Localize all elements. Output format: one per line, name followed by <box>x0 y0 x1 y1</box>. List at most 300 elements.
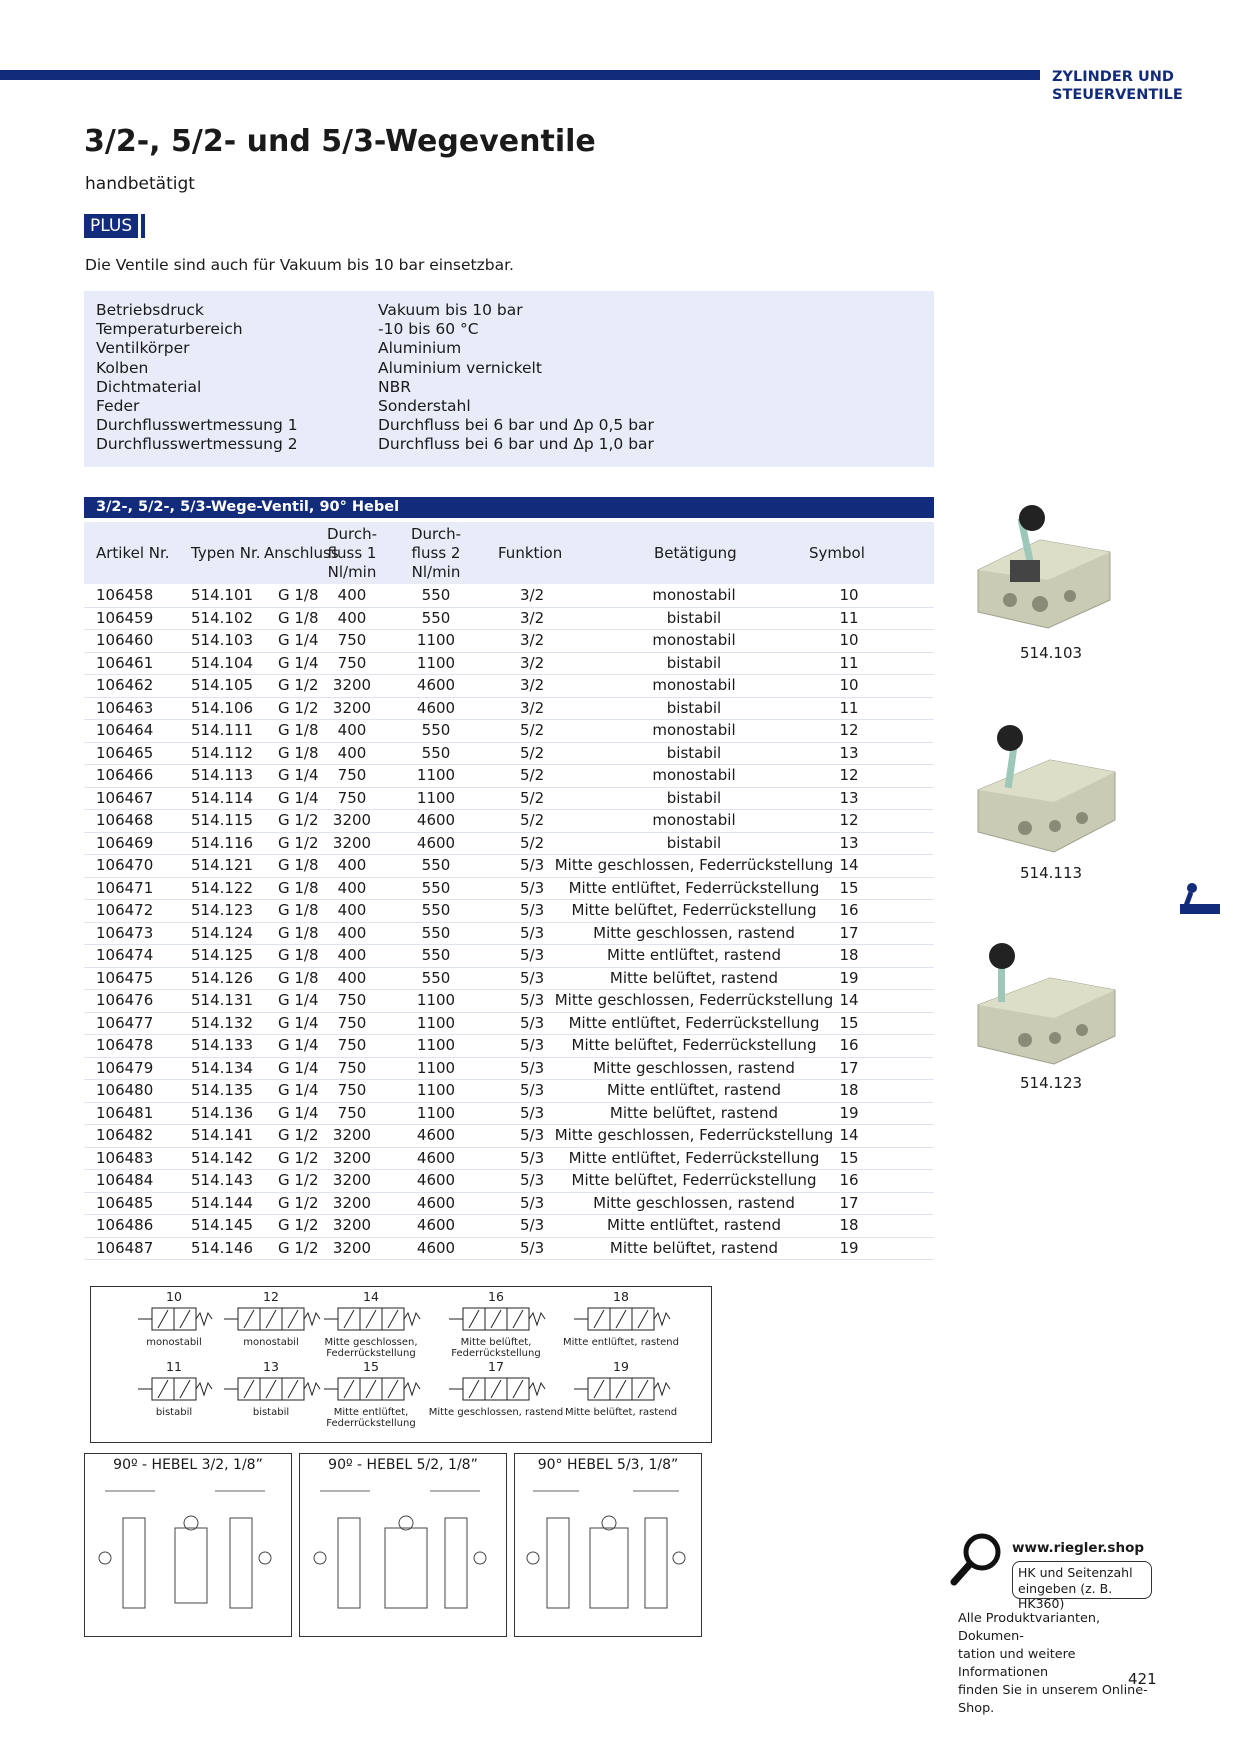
durchfluss1-cell: 750 <box>337 631 367 649</box>
spec-value: Aluminium vernickelt <box>378 358 542 377</box>
symbol-number: 14 <box>363 1289 379 1304</box>
anschluss-cell: G 1/8 <box>278 901 319 919</box>
spec-row <box>96 416 654 435</box>
durchfluss2-cell: 4600 <box>416 1216 456 1234</box>
durchfluss1-cell: 400 <box>337 901 367 919</box>
table-row <box>84 720 934 743</box>
funktion-cell: 5/3 <box>520 1193 545 1212</box>
shop-hint-box <box>1012 1561 1152 1611</box>
drawing-5-3 <box>514 1453 702 1637</box>
symbol-cell: 18 <box>839 946 859 964</box>
funktion-cell: 5/3 <box>520 991 545 1009</box>
symbol-cell: 13 <box>839 743 859 762</box>
funktion-cell: 5/2 <box>520 833 545 852</box>
table-row <box>84 788 934 811</box>
table-body <box>84 585 934 1260</box>
symbol-caption: Federrückstellung <box>326 1348 416 1359</box>
artikel-cell: 106466 <box>96 766 154 784</box>
symbol-number: 16 <box>488 1289 504 1304</box>
betaetigung-cell: Mitte entlüftet, rastend <box>606 1216 782 1234</box>
typen-cell: 514.102 <box>191 608 254 627</box>
shop-hint-line-2: eingeben (z. B. HK360) <box>1018 1580 1113 1611</box>
funktion-cell: 5/3 <box>520 856 545 874</box>
col-betaetigung: Betätigung <box>654 544 737 562</box>
durchfluss1-cell: 3200 <box>332 1193 372 1212</box>
artikel-cell: 106472 <box>96 901 154 919</box>
betaetigung-cell: monostabil <box>652 631 736 649</box>
symbol-cell: 16 <box>839 1036 859 1054</box>
betaetigung-cell: Mitte geschlossen, rastend <box>593 923 795 942</box>
symbol-cell: 12 <box>839 721 859 739</box>
table-row <box>84 1080 934 1103</box>
anschluss-cell: G 1/8 <box>278 743 319 762</box>
symbol-cell: 17 <box>839 923 859 942</box>
table-row <box>84 675 934 698</box>
table-row <box>84 900 934 923</box>
anschluss-cell: G 1/2 <box>278 1216 319 1234</box>
durchfluss2-cell: 1100 <box>416 991 456 1009</box>
symbol-cell: 15 <box>839 1148 859 1167</box>
symbol-number: 19 <box>613 1359 629 1374</box>
spec-value: Vakuum bis 10 bar <box>378 301 523 319</box>
anschluss-cell: G 1/2 <box>278 833 319 852</box>
durchfluss1-cell: 3200 <box>332 1238 372 1257</box>
symbol-cell: 12 <box>839 766 859 784</box>
funktion-cell: 5/3 <box>520 946 545 964</box>
durchfluss1-cell: 750 <box>337 1013 367 1032</box>
symbol-caption: Federrückstellung <box>451 1348 541 1359</box>
drawing-5-2 <box>299 1453 507 1637</box>
durchfluss2-cell: 1100 <box>416 1081 456 1099</box>
spec-key: Dichtmaterial <box>96 377 202 396</box>
durchfluss2-cell: 1100 <box>416 788 456 807</box>
spec-value: NBR <box>378 377 411 396</box>
symbol-number: 13 <box>263 1359 279 1374</box>
funktion-cell: 5/2 <box>520 766 545 784</box>
artikel-cell: 106480 <box>96 1081 154 1099</box>
anschluss-cell: G 1/8 <box>278 878 319 897</box>
anschluss-cell: G 1/8 <box>278 608 319 627</box>
col-typen: Typen Nr. <box>191 544 261 562</box>
funktion-cell: 5/3 <box>520 1058 545 1077</box>
col-d2-line3: Nl/min <box>411 563 461 581</box>
symbol-caption: Mitte geschlossen, <box>324 1337 418 1348</box>
typen-cell: 514.133 <box>191 1036 254 1054</box>
table-row <box>84 1035 934 1058</box>
col-funktion: Funktion <box>498 544 563 562</box>
spec-value: Durchfluss bei 6 bar und Δp 0,5 bar <box>378 416 654 435</box>
durchfluss1-cell: 3200 <box>332 1216 372 1234</box>
anschluss-cell: G 1/8 <box>278 721 319 739</box>
funktion-cell: 3/2 <box>520 586 545 604</box>
betaetigung-cell: bistabil <box>666 743 722 762</box>
spec-row <box>96 397 654 416</box>
betaetigung-cell: Mitte geschlossen, Federrückstellung <box>554 856 834 874</box>
table-row <box>84 810 934 833</box>
anschluss-cell: G 1/2 <box>278 1126 319 1144</box>
dimension-drawing <box>300 1473 500 1623</box>
valve-photo-2 <box>970 720 1120 860</box>
symbol-number: 18 <box>613 1289 629 1304</box>
durchfluss2-cell: 1100 <box>416 766 456 784</box>
durchfluss2-cell: 550 <box>421 923 451 942</box>
symbol-cell: 11 <box>839 698 859 717</box>
symbol-number: 12 <box>263 1289 279 1304</box>
artikel-cell: 106487 <box>96 1238 154 1257</box>
table-row <box>84 945 934 968</box>
category-label <box>1052 68 1183 104</box>
durchfluss2-cell: 1100 <box>416 1036 456 1054</box>
betaetigung-cell: Mitte entlüftet, rastend <box>606 946 782 964</box>
typen-cell: 514.125 <box>191 946 254 964</box>
funktion-cell: 5/3 <box>520 1171 545 1189</box>
artikel-cell: 106479 <box>96 1058 154 1077</box>
artikel-cell: 106468 <box>96 811 154 829</box>
durchfluss1-cell: 750 <box>337 1103 367 1122</box>
spec-key: Ventilkörper <box>96 339 190 358</box>
funktion-cell: 5/2 <box>520 788 545 807</box>
betaetigung-cell: Mitte geschlossen, rastend <box>593 1058 795 1077</box>
durchfluss2-cell: 550 <box>421 743 451 762</box>
spec-row <box>96 320 654 339</box>
durchfluss2-cell: 550 <box>421 721 451 739</box>
shop-url[interactable]: www.riegler.shop <box>1012 1540 1145 1556</box>
page-number: 421 <box>1128 1670 1157 1688</box>
valve-schematic-icon <box>316 1374 426 1404</box>
funktion-cell: 5/3 <box>520 1148 545 1167</box>
typen-cell: 514.105 <box>191 676 254 694</box>
typen-cell: 514.115 <box>191 811 254 829</box>
shop-text-line-1: Alle Produktvarianten, Dokumen- <box>958 1611 1101 1644</box>
symbol-cell: 13 <box>839 788 859 807</box>
shop-text-line-2: tation und weitere Informationen <box>958 1647 1076 1680</box>
drawing-title: 90° HEBEL 5/3, 1/8” <box>537 1457 679 1473</box>
page-subtitle: handbetätigt <box>85 174 195 194</box>
symbol-cell: 10 <box>839 631 859 649</box>
valve-photo-1 <box>970 500 1120 640</box>
funktion-cell: 5/2 <box>520 811 545 829</box>
durchfluss1-cell: 3200 <box>332 1171 372 1189</box>
table-title-bar <box>84 497 934 518</box>
col-d1-line3: Nl/min <box>327 563 377 581</box>
table-row <box>84 653 934 676</box>
spec-value: Aluminium <box>378 339 462 358</box>
symbol-cell: 11 <box>839 653 859 672</box>
anschluss-cell: G 1/8 <box>278 968 319 987</box>
funktion-cell: 5/3 <box>520 1216 545 1234</box>
durchfluss2-cell: 1100 <box>416 1058 456 1077</box>
durchfluss1-cell: 750 <box>337 653 367 672</box>
anschluss-cell: G 1/2 <box>278 1148 319 1167</box>
symbol-cell: 10 <box>839 676 859 694</box>
table-row <box>84 765 934 788</box>
table-title: 3/2-, 5/2-, 5/3-Wege-Ventil, 90° Hebel <box>96 499 400 515</box>
symbol-caption: Federrückstellung <box>326 1418 416 1429</box>
category-line-1: ZYLINDER UND <box>1052 69 1174 85</box>
plus-badge <box>84 214 145 238</box>
col-d1-line2: fluss 1 <box>327 544 377 562</box>
lever-valve-icon <box>1178 882 1222 922</box>
typen-cell: 514.116 <box>191 833 254 852</box>
typen-cell: 514.132 <box>191 1013 254 1032</box>
anschluss-cell: G 1/4 <box>278 631 319 649</box>
anschluss-cell: G 1/4 <box>278 991 319 1009</box>
durchfluss2-cell: 550 <box>421 901 451 919</box>
top-brand-bar <box>0 70 1040 80</box>
durchfluss2-cell: 550 <box>421 856 451 874</box>
durchfluss1-cell: 750 <box>337 991 367 1009</box>
typen-cell: 514.131 <box>191 991 254 1009</box>
artikel-cell: 106484 <box>96 1171 154 1189</box>
durchfluss2-cell: 1100 <box>416 653 456 672</box>
funktion-cell: 3/2 <box>520 608 545 627</box>
durchfluss2-cell: 4600 <box>416 1171 456 1189</box>
durchfluss2-cell: 4600 <box>416 1148 456 1167</box>
spec-row <box>96 359 654 378</box>
durchfluss2-cell: 4600 <box>416 1193 456 1212</box>
typen-cell: 514.106 <box>191 698 254 717</box>
symbol-caption: monostabil <box>243 1337 299 1348</box>
durchfluss2-cell: 550 <box>421 878 451 897</box>
betaetigung-cell: Mitte entlüftet, Federrückstellung <box>568 1148 820 1167</box>
anschluss-cell: G 1/8 <box>278 586 319 604</box>
betaetigung-cell: Mitte belüftet, Federrückstellung <box>571 1036 817 1054</box>
typen-cell: 514.123 <box>191 901 254 919</box>
spec-key: Durchflusswertmessung 1 <box>96 416 298 435</box>
artikel-cell: 106478 <box>96 1036 154 1054</box>
anschluss-cell: G 1/4 <box>278 1013 319 1032</box>
typen-cell: 514.134 <box>191 1058 254 1077</box>
table-row <box>84 698 934 721</box>
anschluss-cell: G 1/4 <box>278 1058 319 1077</box>
durchfluss1-cell: 3200 <box>332 833 372 852</box>
typen-cell: 514.111 <box>191 721 254 739</box>
betaetigung-cell: Mitte belüftet, rastend <box>609 1103 779 1122</box>
funktion-cell: 5/3 <box>520 923 545 942</box>
spec-key: Durchflusswertmessung 2 <box>96 435 298 454</box>
table-row <box>84 1013 934 1036</box>
anschluss-cell: G 1/2 <box>278 698 319 717</box>
spec-value: -10 bis 60 °C <box>378 320 479 339</box>
col-anschluss: Anschluss <box>264 544 339 562</box>
typen-cell: 514.141 <box>191 1126 254 1144</box>
artikel-cell: 106471 <box>96 878 154 897</box>
anschluss-cell: G 1/4 <box>278 1036 319 1054</box>
betaetigung-cell: Mitte geschlossen, Federrückstellung <box>554 1126 834 1144</box>
betaetigung-cell: Mitte belüftet, Federrückstellung <box>571 1171 817 1189</box>
artikel-cell: 106483 <box>96 1148 154 1167</box>
anschluss-cell: G 1/8 <box>278 946 319 964</box>
artikel-cell: 106485 <box>96 1193 154 1212</box>
table-row <box>84 833 934 856</box>
table-row <box>84 1125 934 1148</box>
typen-cell: 514.143 <box>191 1171 254 1189</box>
table-row <box>84 630 934 653</box>
table-row <box>84 1215 934 1238</box>
betaetigung-cell: Mitte geschlossen, Federrückstellung <box>554 991 834 1009</box>
valve-photo-3 <box>970 940 1120 1070</box>
durchfluss1-cell: 750 <box>337 1036 367 1054</box>
durchfluss1-cell: 400 <box>337 946 367 964</box>
artikel-cell: 106469 <box>96 833 154 852</box>
typen-cell: 514.113 <box>191 766 254 784</box>
product-514-123 <box>970 940 1120 1092</box>
valve-schematic-icon <box>441 1304 551 1334</box>
shop-text <box>958 1610 1158 1718</box>
anschluss-cell: G 1/8 <box>278 856 319 874</box>
artikel-cell: 106459 <box>96 608 154 627</box>
symbol-caption: bistabil <box>252 1407 290 1418</box>
betaetigung-cell: Mitte entlüftet, Federrückstellung <box>568 878 820 897</box>
artikel-cell: 106463 <box>96 698 154 717</box>
table-row <box>84 585 934 608</box>
table-row <box>84 855 934 878</box>
artikel-cell: 106475 <box>96 968 154 987</box>
table-row <box>84 1238 934 1261</box>
typen-cell: 514.124 <box>191 923 254 942</box>
durchfluss2-cell: 4600 <box>416 698 456 717</box>
valve-schematic-icon <box>441 1374 551 1404</box>
durchfluss1-cell: 3200 <box>332 1126 372 1144</box>
drawing-title: 90º - HEBEL 5/2, 1/8” <box>328 1457 478 1473</box>
typen-cell: 514.142 <box>191 1148 254 1167</box>
symbol-caption: Mitte geschlossen, rastend <box>428 1407 564 1418</box>
durchfluss1-cell: 400 <box>337 743 367 762</box>
table-row <box>84 878 934 901</box>
symbol-cell: 15 <box>839 1013 859 1032</box>
funktion-cell: 5/3 <box>520 1126 545 1144</box>
symbol-cell: 14 <box>839 1126 859 1144</box>
anschluss-cell: G 1/4 <box>278 766 319 784</box>
betaetigung-cell: bistabil <box>666 608 722 627</box>
table-row <box>84 1170 934 1193</box>
symbol-cell: 11 <box>839 608 859 627</box>
betaetigung-cell: monostabil <box>652 721 736 739</box>
funktion-cell: 5/2 <box>520 743 545 762</box>
anschluss-cell: G 1/4 <box>278 788 319 807</box>
col-durchfluss-1 <box>317 525 387 582</box>
typen-cell: 514.145 <box>191 1216 254 1234</box>
specification-list <box>96 301 654 455</box>
durchfluss1-cell: 400 <box>337 586 367 604</box>
symbol-cell: 10 <box>839 586 859 604</box>
durchfluss2-cell: 4600 <box>416 833 456 852</box>
betaetigung-cell: bistabil <box>666 698 722 717</box>
betaetigung-cell: monostabil <box>652 586 736 604</box>
table-row <box>84 1148 934 1171</box>
funktion-cell: 5/3 <box>520 1036 545 1054</box>
table-row <box>84 608 934 631</box>
artikel-cell: 106473 <box>96 923 154 942</box>
symbol-number: 11 <box>166 1359 182 1374</box>
betaetigung-cell: monostabil <box>652 811 736 829</box>
betaetigung-cell: Mitte belüftet, Federrückstellung <box>571 901 817 919</box>
durchfluss1-cell: 3200 <box>332 1148 372 1167</box>
betaetigung-cell: bistabil <box>666 788 722 807</box>
table-row <box>84 743 934 766</box>
symbol-cell: 14 <box>839 991 859 1009</box>
plus-badge-bar <box>141 214 145 238</box>
search-magnifier-icon <box>948 1530 1006 1592</box>
durchfluss1-cell: 750 <box>337 1081 367 1099</box>
anschluss-cell: G 1/4 <box>278 1103 319 1122</box>
durchfluss1-cell: 3200 <box>332 698 372 717</box>
spec-key: Feder <box>96 397 140 416</box>
symbol-cell: 17 <box>839 1193 859 1212</box>
spec-key: Betriebsdruck <box>96 301 204 319</box>
spec-row <box>96 435 654 454</box>
shop-hint-line-1: HK und Seitenzahl <box>1018 1565 1133 1580</box>
artikel-cell: 106461 <box>96 653 154 672</box>
betaetigung-cell: Mitte geschlossen, rastend <box>593 1193 795 1212</box>
spec-row <box>96 378 654 397</box>
typen-cell: 514.114 <box>191 788 254 807</box>
product-label: 514.103 <box>1020 644 1083 662</box>
valve-schematic-icon <box>316 1304 426 1334</box>
betaetigung-cell: bistabil <box>666 653 722 672</box>
funktion-cell: 3/2 <box>520 653 545 672</box>
symbol-caption: Mitte entlüftet, rastend <box>562 1337 679 1348</box>
symbol-cell: 13 <box>839 833 859 852</box>
shop-text-line-3: finden Sie in unserem Online-Shop. <box>958 1683 1148 1716</box>
funktion-cell: 5/2 <box>520 721 545 739</box>
symbol-cell: 16 <box>839 1171 859 1189</box>
intro-note: Die Ventile sind auch für Vakuum bis 10 bar einsetzbar. <box>85 256 514 274</box>
betaetigung-cell: Mitte entlüftet, Federrückstellung <box>568 1013 820 1032</box>
symbol-cell: 16 <box>839 901 859 919</box>
anschluss-cell: G 1/2 <box>278 676 319 694</box>
funktion-cell: 5/3 <box>520 1081 545 1099</box>
funktion-cell: 5/3 <box>520 878 545 897</box>
symbol-cell: 18 <box>839 1081 859 1099</box>
durchfluss2-cell: 550 <box>421 946 451 964</box>
symbol-number: 15 <box>363 1359 379 1374</box>
funktion-cell: 5/3 <box>520 1238 545 1257</box>
typen-cell: 514.112 <box>191 743 254 762</box>
artikel-cell: 106467 <box>96 788 154 807</box>
funktion-cell: 5/3 <box>520 1013 545 1032</box>
table-row <box>84 968 934 991</box>
category-line-2: STEUERVENTILE <box>1052 87 1183 103</box>
valve-schematic-icon <box>566 1374 676 1404</box>
typen-cell: 514.144 <box>191 1193 254 1212</box>
betaetigung-cell: Mitte belüftet, rastend <box>609 1238 779 1257</box>
anschluss-cell: G 1/8 <box>278 923 319 942</box>
symbol-cell: 15 <box>839 878 859 897</box>
dimension-drawing <box>515 1473 695 1623</box>
table-row <box>84 1193 934 1216</box>
funktion-cell: 5/3 <box>520 1103 545 1122</box>
typen-cell: 514.122 <box>191 878 254 897</box>
col-d2-line1: Durch- <box>410 525 462 543</box>
durchfluss1-cell: 3200 <box>332 811 372 829</box>
page-title: 3/2-, 5/2- und 5/3-Wegeventile <box>84 124 596 159</box>
symbol-cell: 18 <box>839 1216 859 1234</box>
plus-badge-label: PLUS <box>84 214 138 238</box>
artikel-cell: 106481 <box>96 1103 154 1122</box>
symbol-caption: monostabil <box>146 1337 202 1348</box>
product-514-113 <box>970 720 1120 882</box>
symbol-caption: Mitte entlüftet, <box>333 1407 409 1418</box>
artikel-cell: 106464 <box>96 721 154 739</box>
artikel-cell: 106458 <box>96 586 154 604</box>
durchfluss1-cell: 750 <box>337 766 367 784</box>
artikel-cell: 106470 <box>96 856 154 874</box>
durchfluss2-cell: 4600 <box>416 1126 456 1144</box>
spec-value: Durchfluss bei 6 bar und Δp 1,0 bar <box>378 435 654 454</box>
spec-row <box>96 339 654 358</box>
symbol-cell: 19 <box>839 1103 859 1122</box>
